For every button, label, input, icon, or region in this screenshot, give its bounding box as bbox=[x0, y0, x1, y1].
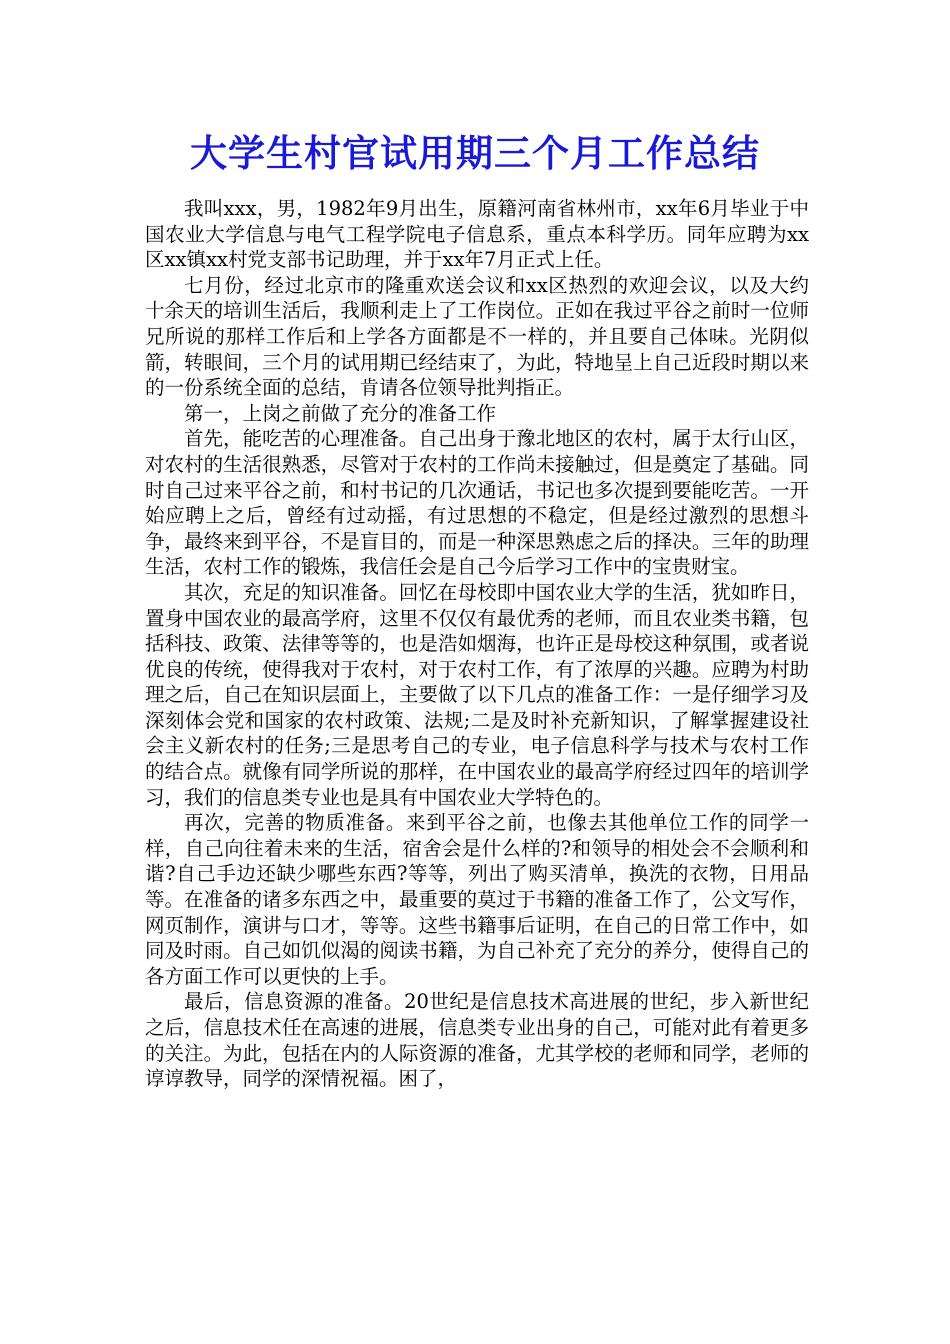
section-heading-first: 第一，上岗之前做了充分的准备工作 bbox=[184, 401, 497, 425]
paragraph-psychological-prep: 首先，能吃苦的心理准备。自己出身于豫北地区的农村，属于太行山区，对农村的生活很熟悉，尽管对于农村的工作尚未接触过，但是奠定了基础。同时自己过来平谷之前，和村书记的几次通话，书记也多次提到要能吃苦。一开始应聘上之后，曾经有过动摇，有过思想的不稳定，但是经过激烈的思想斗争，最终来到平谷，不是盲目的，而是一种深思熟虑之后的择决。三年的助理生活，农村工作的锻炼，我信任会是自己今后学习工作中的宝贵财宝。 bbox=[145, 427, 809, 579]
paragraph-knowledge-prep: 其次，充足的知识准备。回忆在母校即中国农业大学的生活，犹如昨日，置身中国农业的最高学府，这里不仅仅有最优秀的老师，而且农业类书籍，包括科技、政策、法律等等的，也是浩如烟海，也许正是母校这种氛围，或者说优良的传统，使得我对于农村，对于农村工作，有了浓厚的兴趣。应聘为村助理之后，自己在知识层面上，主要做了以下几点的准备工作：一是仔细学习及深刻体会党和国家的农村政策、法规;二是及时补充新知识，了解掌握建设社会主义新农村的任务;三是思考自己的专业，电子信息科学与技术与农村工作的结合点。就像有同学所说的那样，在中国农业的最高学府经过四年的培训学习，我们的信息类专业也是具有中国农业大学特色的。 bbox=[145, 580, 809, 809]
document-title: 大学生村官试用期三个月工作总结 bbox=[190, 131, 760, 175]
paragraph-information-prep: 最后，信息资源的准备。20世纪是信息技术高进展的世纪，步入新世纪之后，信息技术任在高速的进展，信息类专业出身的自己，可能对此有着更多的关注。为此，包括在内的人际资源的准备，尤其学校的老师和同学，老师的谆谆教导，同学的深情祝福。困了， bbox=[145, 990, 809, 1091]
paragraph-july: 七月份，经过北京市的隆重欢送会议和xx区热烈的欢迎会议，以及大约十余天的培训生活后，我顺利走上了工作岗位。正如在我过平谷之前时一位师兄所说的那样工作后和上学各方面都是不一样的，并且要自己体味。光阴似箭，转眼间，三个月的试用期已经结束了，为此，特地呈上自己近段时期以来的一份系统全面的总结，肯请各位领导批判指正。 bbox=[145, 273, 809, 400]
paragraph-material-prep: 再次，完善的物质准备。来到平谷之前，也像去其他单位工作的同学一样，自己向往着未来的生活，宿舍会是什么样的?和领导的相处会不会顺利和谐?自己手边还缺少哪些东西?等等，列出了购买清单，换洗的衣物，日用品等。在准备的诸多东西之中，最重要的莫过于书籍的准备工作了，公文写作，网页制作，演讲与口才，等等。这些书籍事后证明，在自己的日常工作中，如同及时雨。自己如饥似渴的阅读书籍，为自己补充了充分的养分，使得自己的各方面工作可以更快的上手。 bbox=[145, 811, 809, 988]
document-body bbox=[145, 196, 809, 1092]
paragraph-intro: 我叫xxx，男，1982年9月出生，原籍河南省林州市，xx年6月毕业于中国农业大学信息与电气工程学院电子信息系，重点本科学历。同年应聘为xx区xx镇xx村党支部书记助理，并于xx年7月正式上任。 bbox=[145, 197, 809, 272]
